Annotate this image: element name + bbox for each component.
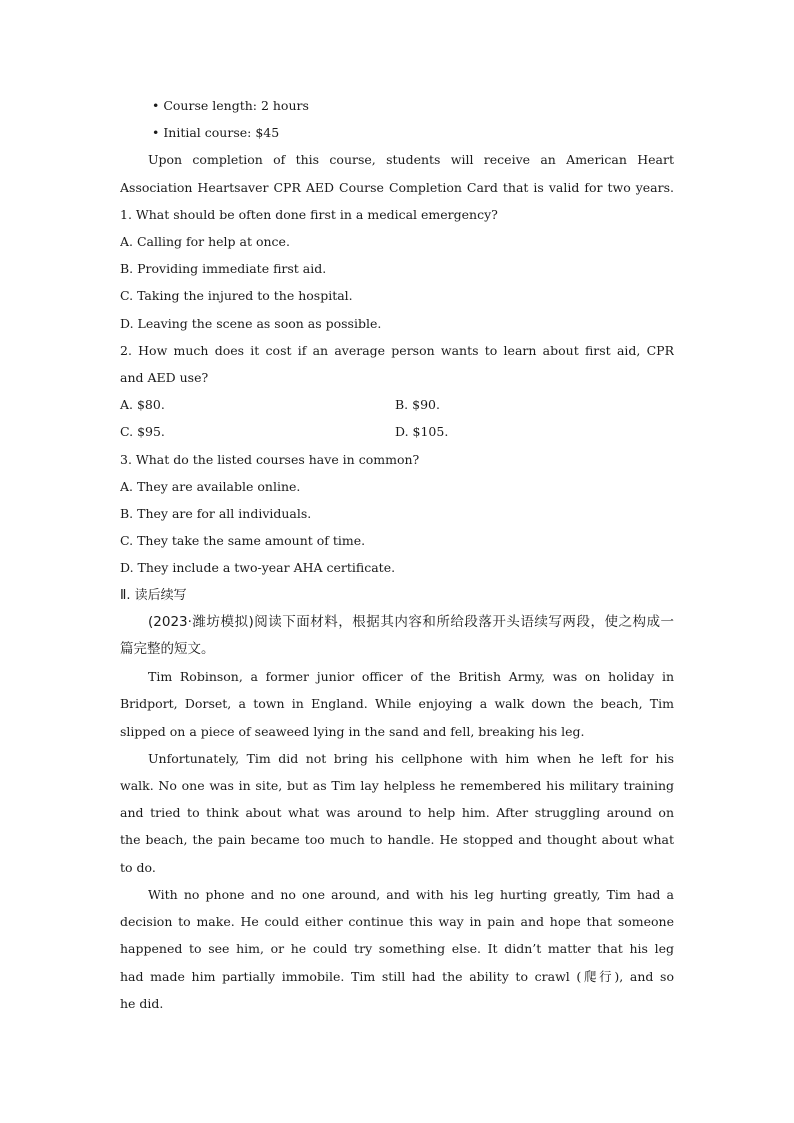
question-2-option-d: D. $105. bbox=[395, 424, 449, 440]
story-p2-line2: walk. No one was in site, but as Tim lay helpless he remembered his military training bbox=[120, 778, 674, 794]
question-1-stem: 1. What should be often done first in a medical emergency? bbox=[120, 206, 498, 222]
question-2-stem-line2: and AED use? bbox=[120, 370, 209, 386]
question-2-stem-line1: 2. How much does it cost if an average person wants to learn about first aid, CPR bbox=[120, 342, 674, 358]
completion-paragraph-line2: Association Heartsaver CPR AED Course Completion Card that is valid for two years. bbox=[120, 179, 674, 195]
story-p1-line3: slipped on a piece of seaweed lying in the sand and fell, breaking his leg. bbox=[120, 723, 585, 739]
story-p3-line4: had made him partially immobile. Tim still had the ability to crawl (爬行), and so bbox=[120, 968, 674, 984]
question-3-option-a: A. They are available online. bbox=[120, 478, 301, 494]
story-p3-line5: he did. bbox=[120, 995, 164, 1011]
section-2-heading: Ⅱ. 读后续写 bbox=[120, 587, 187, 603]
question-1-option-c: C. Taking the injured to the hospital. bbox=[120, 288, 353, 304]
question-2-option-a: A. $80. bbox=[120, 397, 165, 413]
question-3-stem: 3. What do the listed courses have in common? bbox=[120, 451, 420, 467]
story-p3-line2: decision to make. He could either continue this way in pain and hope that someone bbox=[120, 914, 674, 930]
completion-paragraph-line1: Upon completion of this course, students will receive an American Heart bbox=[148, 152, 674, 168]
document-page bbox=[120, 92, 674, 1017]
story-p1-line1: Tim Robinson, a former junior officer of the British Army, was on holiday in bbox=[148, 669, 674, 685]
question-3-option-d: D. They include a two-year AHA certificate. bbox=[120, 560, 396, 576]
story-p2-line4: the beach, the pain became too much to handle. He stopped and thought about what bbox=[120, 832, 674, 848]
question-1-option-a: A. Calling for help at once. bbox=[120, 234, 290, 250]
story-p2-line1: Unfortunately, Tim did not bring his cellphone with him when he left for his bbox=[148, 750, 674, 766]
question-2-option-c: C. $95. bbox=[120, 424, 165, 440]
question-3-option-c: C. They take the same amount of time. bbox=[120, 533, 366, 549]
bullet-initial-course: • Initial course: $45 bbox=[152, 125, 280, 141]
story-p1-line2: Bridport, Dorset, a town in England. While enjoying a walk down the beach, Tim bbox=[120, 696, 674, 712]
question-2-options-row2 bbox=[120, 418, 674, 445]
question-2-option-b: B. $90. bbox=[395, 397, 440, 413]
question-1-option-b: B. Providing immediate first aid. bbox=[120, 261, 327, 277]
question-2-options-row1 bbox=[120, 391, 674, 418]
story-p3-line3: happened to see him, or he could try something else. It didn’t matter that his leg bbox=[120, 941, 674, 957]
bullet-course-length: • Course length: 2 hours bbox=[152, 98, 309, 113]
section-2-instruction-line1: (2023·潍坊模拟)阅读下面材料，根据其内容和所给段落开头语续写两段，使之构成一 bbox=[148, 613, 674, 630]
story-p3-line1: With no phone and no one around, and with his leg hurting greatly, Tim had a bbox=[148, 886, 674, 902]
question-1-option-d: D. Leaving the scene as soon as possible. bbox=[120, 315, 382, 331]
story-p2-line3: and tried to think about what was around to help him. After struggling around on bbox=[120, 805, 674, 821]
section-2-instruction-line2: 篇完整的短文。 bbox=[120, 641, 215, 658]
question-3-option-b: B. They are for all individuals. bbox=[120, 506, 312, 522]
story-p2-line5: to do. bbox=[120, 859, 156, 875]
